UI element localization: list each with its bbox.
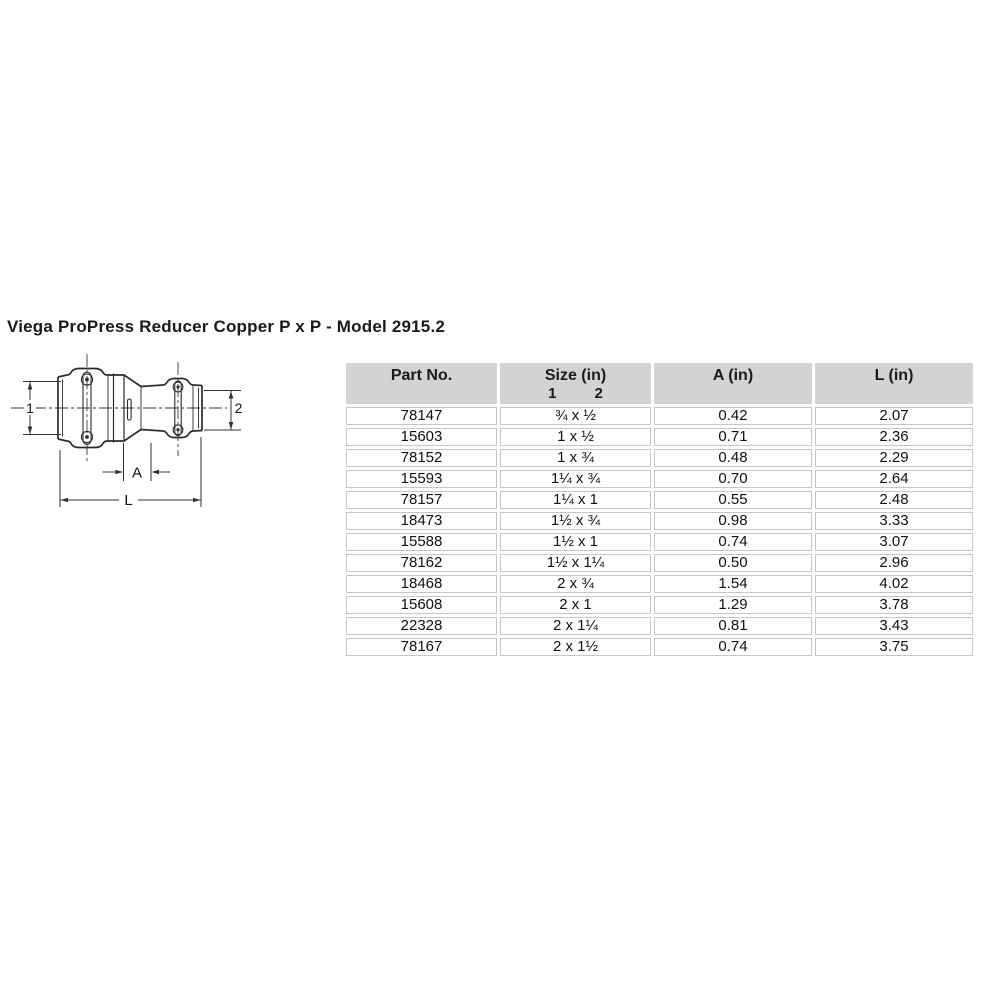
- col-header-size-sub: [500, 385, 651, 402]
- dim-l-label: L: [124, 492, 133, 509]
- table-row: [346, 638, 973, 656]
- dimension-a: [103, 443, 171, 482]
- reducer-fitting-diagram: [0, 340, 330, 530]
- l-cell: 2.64: [815, 470, 973, 488]
- l-cell: 3.43: [815, 617, 973, 635]
- a-cell: 0.70: [654, 470, 812, 488]
- a-cell: 1.54: [654, 575, 812, 593]
- size-cell: 1 x ½: [500, 428, 651, 446]
- table-header-row: [346, 363, 973, 404]
- a-cell: 1.29: [654, 596, 812, 614]
- a-cell: 0.48: [654, 449, 812, 467]
- table-row: [346, 617, 973, 635]
- size-cell: 2 x 1¼: [500, 617, 651, 635]
- l-cell: 3.33: [815, 512, 973, 530]
- l-cell: 3.75: [815, 638, 973, 656]
- part-no-cell: 78152: [346, 449, 497, 467]
- a-cell: 0.42: [654, 407, 812, 425]
- part-no-cell: 18468: [346, 575, 497, 593]
- l-cell: 2.96: [815, 554, 973, 572]
- size-cell: 2 x ¾: [500, 575, 651, 593]
- part-no-cell: 18473: [346, 512, 497, 530]
- l-cell: 2.48: [815, 491, 973, 509]
- col-header-size: [500, 363, 651, 404]
- size-cell: ¾ x ½: [500, 407, 651, 425]
- page-title: Viega ProPress Reducer Copper P x P - Model 2915.2: [7, 317, 446, 336]
- part-no-cell: 78162: [346, 554, 497, 572]
- centerlines: [11, 354, 227, 463]
- spec-table: [343, 360, 976, 659]
- technical-drawing: [0, 340, 330, 530]
- a-cell: 0.74: [654, 638, 812, 656]
- dim-2-label: 2: [234, 400, 243, 416]
- size-cell: 1¼ x ¾: [500, 470, 651, 488]
- table-row: [346, 428, 973, 446]
- a-cell: 0.50: [654, 554, 812, 572]
- dim-1-label: 1: [26, 400, 34, 416]
- part-no-cell: 22328: [346, 617, 497, 635]
- table-row: [346, 407, 973, 425]
- part-no-cell: 15608: [346, 596, 497, 614]
- dim-a-label: A: [131, 464, 143, 482]
- size-cell: 1 x ¾: [500, 449, 651, 467]
- l-cell: 4.02: [815, 575, 973, 593]
- part-no-cell: 78157: [346, 491, 497, 509]
- table-row: [346, 512, 973, 530]
- part-no-cell: 78147: [346, 407, 497, 425]
- table-row: [346, 575, 973, 593]
- table-row: [346, 554, 973, 572]
- table-row: [346, 491, 973, 509]
- l-cell: 3.07: [815, 533, 973, 551]
- part-no-cell: 15588: [346, 533, 497, 551]
- table-row: [346, 596, 973, 614]
- a-cell: 0.74: [654, 533, 812, 551]
- l-cell: 2.29: [815, 449, 973, 467]
- size-cell: 1½ x 1¼: [500, 554, 651, 572]
- part-no-cell: 78167: [346, 638, 497, 656]
- l-cell: 3.78: [815, 596, 973, 614]
- table-row: [346, 533, 973, 551]
- dimension-2: [204, 391, 244, 431]
- size-cell: 1½ x 1: [500, 533, 651, 551]
- size-sub-1: 1: [548, 385, 557, 402]
- size-cell: 1½ x ¾: [500, 512, 651, 530]
- size-cell: 1¼ x 1: [500, 491, 651, 509]
- table-row: [346, 470, 973, 488]
- a-cell: 0.71: [654, 428, 812, 446]
- col-header-l: L (in): [815, 363, 973, 404]
- size-cell: 2 x 1: [500, 596, 651, 614]
- col-header-part-no: Part No.: [346, 363, 497, 404]
- size-cell: 2 x 1½: [500, 638, 651, 656]
- part-no-cell: 15593: [346, 470, 497, 488]
- l-cell: 2.07: [815, 407, 973, 425]
- part-no-cell: 15603: [346, 428, 497, 446]
- a-cell: 0.81: [654, 617, 812, 635]
- a-cell: 0.98: [654, 512, 812, 530]
- table-row: [346, 449, 973, 467]
- col-header-a: A (in): [654, 363, 812, 404]
- l-cell: 2.36: [815, 428, 973, 446]
- size-sub-2: 2: [594, 385, 603, 402]
- col-header-size-title: Size (in): [544, 367, 607, 384]
- a-cell: 0.55: [654, 491, 812, 509]
